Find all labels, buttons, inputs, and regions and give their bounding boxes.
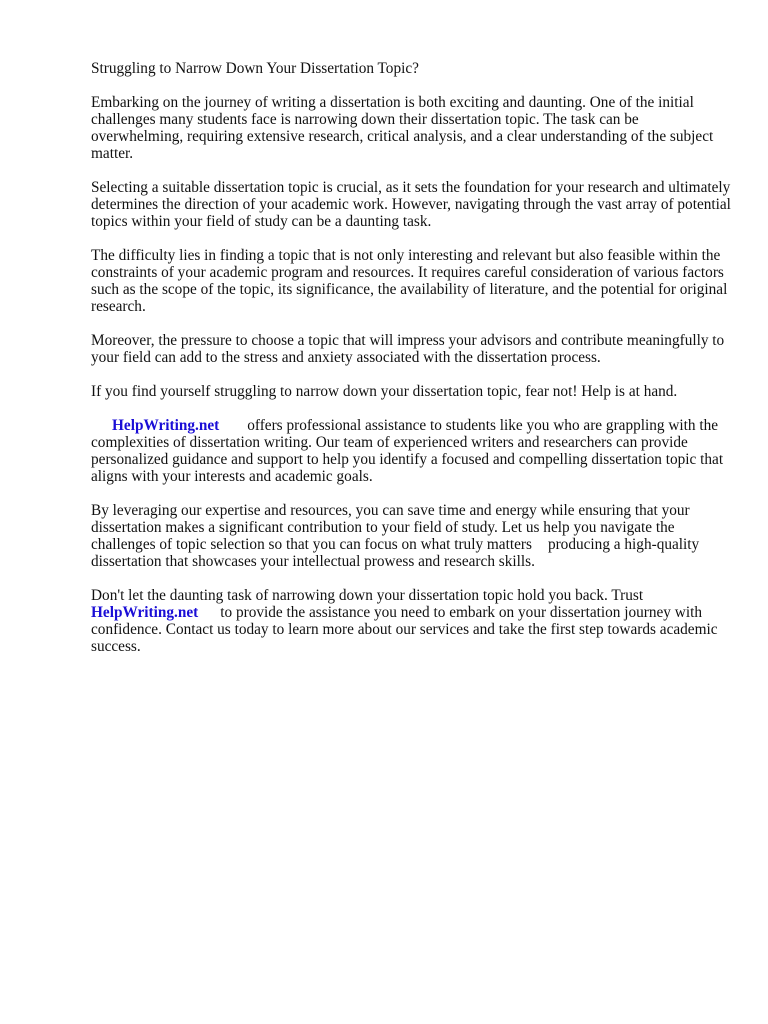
paragraph-call-to-action bbox=[91, 587, 731, 655]
document-body bbox=[91, 60, 731, 672]
paragraph-service-offer bbox=[91, 417, 731, 485]
paragraph-intro: Embarking on the journey of writing a dissertation is both exciting and daunting. One of the initial challenges many students face is narrowing down their dissertation topic. The task can be overwhelming, requiring extensive research, critical analysis, and a clear understanding of the subject matter. bbox=[91, 94, 714, 162]
leveraging-text-part1: By leveraging our expertise and resources, you can save time and energy while ensuring that your dissertation makes a significant contribution to your field of study. Let us help you navigate the challenges of topic selection so that you can focus on what truly matters bbox=[91, 502, 690, 553]
cta-text-part2: to provide the assistance you need to embark on your dissertation journey with confidence. Contact us today to learn more about our services and take the first step towards academic success. bbox=[91, 604, 718, 655]
document-title: Struggling to Narrow Down Your Dissertation Topic? bbox=[91, 60, 419, 77]
paragraph-selecting-topic: Selecting a suitable dissertation topic is crucial, as it sets the foundation for your research and ultimately determines the direction of your academic work. However, navigating through the vast array of potential topics within your field of study can be a daunting task. bbox=[91, 179, 731, 230]
paragraph-pressure: Moreover, the pressure to choose a topic that will impress your advisors and contribute meaningfully to your field can add to the stress and anxiety associated with the dissertation process. bbox=[91, 332, 725, 366]
paragraph-leveraging bbox=[91, 502, 731, 570]
service-offer-text: offers professional assistance to students like you who are grappling with the complexities of dissertation writing. Our team of experienced writers and researchers can provide personalized guidance and support to help you identify a focused and compelling dissertation topic that aligns with your interests and academic goals. bbox=[91, 417, 724, 485]
helpwriting-link-cta[interactable]: HelpWriting.net bbox=[91, 604, 199, 621]
paragraph-difficulty: The difficulty lies in finding a topic that is not only interesting and relevant but also feasible within the constraints of your academic program and resources. It requires careful consideration of various factors such as the scope of the topic, its significance, the availability of literature, and the potential for original research. bbox=[91, 247, 728, 315]
paragraph-help-at-hand: If you find yourself struggling to narrow down your dissertation topic, fear not! Help is at hand. bbox=[91, 383, 678, 400]
cta-text-part1: Don't let the daunting task of narrowing down your dissertation topic hold you back. Trust bbox=[91, 587, 644, 604]
helpwriting-link[interactable]: HelpWriting.net bbox=[112, 417, 220, 434]
leveraging-text-part2: producing a high-quality dissertation that showcases your intellectual prowess and research skills. bbox=[91, 536, 700, 570]
